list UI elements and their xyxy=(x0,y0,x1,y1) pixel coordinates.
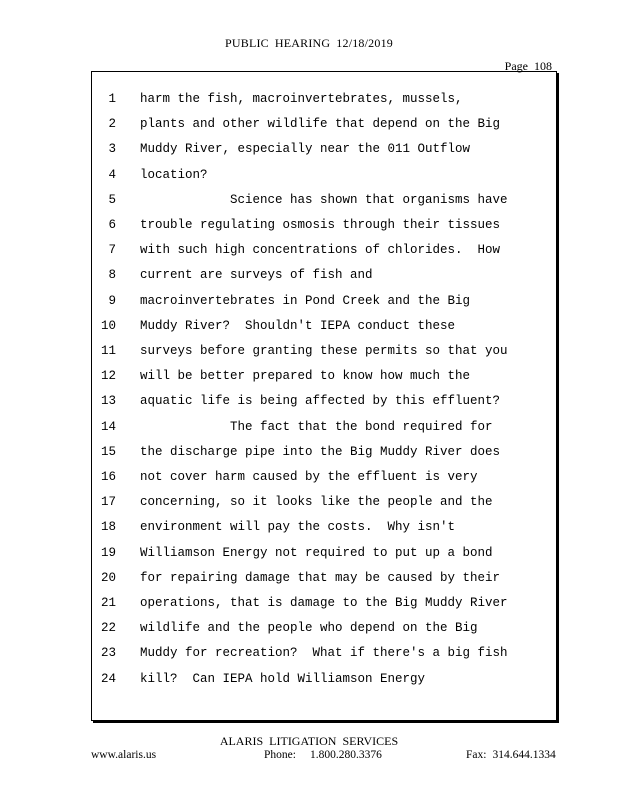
line-number: 11 xyxy=(100,344,116,358)
fax-label: Fax: xyxy=(466,749,487,761)
line-number: 21 xyxy=(100,596,116,610)
fax-number: 314.644.1334 xyxy=(492,749,556,761)
page-label: Page xyxy=(504,59,528,73)
footer-website: www.alaris.us xyxy=(91,749,157,761)
line-text: will be better prepared to know how much the xyxy=(140,369,471,384)
line-text: surveys before granting these permits so that you xyxy=(140,344,508,358)
footer-company-word: ALARIS xyxy=(219,734,264,748)
line-text: Science has shown that organisms have xyxy=(140,192,508,207)
line-number: 17 xyxy=(100,495,116,510)
footer-company-word: SERVICES xyxy=(342,734,399,748)
line-number: 2 xyxy=(108,117,116,132)
line-text: Muddy for recreation? What if there's a big fish xyxy=(140,646,508,661)
line-text: wildlife and the people who depend on the Big xyxy=(140,621,478,636)
line-text: with such high concentrations of chlorides. How xyxy=(140,243,501,258)
line-text: environment will pay the costs. Why isn't xyxy=(140,520,456,535)
header-date: 12/18/2019 xyxy=(336,36,393,50)
line-number: 1 xyxy=(108,92,116,106)
line-number: 12 xyxy=(100,369,116,384)
line-text: Muddy River, especially near the 011 Outflow xyxy=(140,142,471,157)
line-number: 24 xyxy=(100,671,116,686)
line-text: current are surveys of fish and xyxy=(140,268,373,283)
line-text: concerning, so it looks like the people and the xyxy=(140,495,493,510)
line-number: 23 xyxy=(100,646,116,661)
line-number: 10 xyxy=(100,318,116,333)
page-header xyxy=(0,36,618,51)
line-number: 5 xyxy=(108,192,116,207)
line-number: 22 xyxy=(100,621,116,636)
page-number: 108 xyxy=(534,59,552,73)
footer-company-word: LITIGATION xyxy=(269,734,337,748)
line-text: aquatic life is being affected by this effluent? xyxy=(140,394,501,409)
line-text: trouble regulating osmosis through their tissues xyxy=(140,218,501,232)
line-text: Williamson Energy not required to put up a bond xyxy=(140,545,493,560)
line-text: kill? Can IEPA hold Williamson Energy xyxy=(140,671,426,686)
line-number: 19 xyxy=(100,545,116,560)
header-title-word: PUBLIC xyxy=(225,36,269,50)
line-number: 7 xyxy=(108,243,116,258)
line-text: Muddy River? Shouldn't IEPA conduct these xyxy=(140,318,456,333)
line-number: 4 xyxy=(108,167,116,182)
line-number: 9 xyxy=(108,293,116,308)
line-text: The fact that the bond required for xyxy=(140,419,493,434)
line-number: 14 xyxy=(100,419,116,434)
line-number: 20 xyxy=(100,570,116,585)
phone-label: Phone: xyxy=(264,749,296,761)
line-number: 3 xyxy=(108,142,116,157)
line-number: 15 xyxy=(100,444,116,459)
phone-number: 1.800.280.3376 xyxy=(309,749,382,761)
transcript-box xyxy=(91,71,557,721)
footer-fax xyxy=(466,749,556,761)
line-text: the discharge pipe into the Big Muddy River does xyxy=(140,444,501,459)
line-text: for repairing damage that may be caused by their xyxy=(140,570,501,585)
line-number: 18 xyxy=(100,520,116,535)
line-text: plants and other wildlife that depend on the Big xyxy=(140,117,501,132)
line-number: 8 xyxy=(108,268,116,283)
header-title-word: HEARING xyxy=(274,36,331,50)
line-text: not cover harm caused by the effluent is very xyxy=(140,470,478,484)
line-text: location? xyxy=(140,167,208,182)
line-number: 6 xyxy=(108,218,116,232)
footer-company xyxy=(0,734,618,749)
line-text: harm the fish, macroinvertebrates, mussels, xyxy=(140,92,463,106)
line-text: macroinvertebrates in Pond Creek and the Big xyxy=(140,293,471,308)
line-text: operations, that is damage to the Big Muddy River xyxy=(140,596,508,610)
line-number: 16 xyxy=(100,470,116,484)
footer-phone xyxy=(264,749,382,761)
line-number: 13 xyxy=(100,394,116,409)
